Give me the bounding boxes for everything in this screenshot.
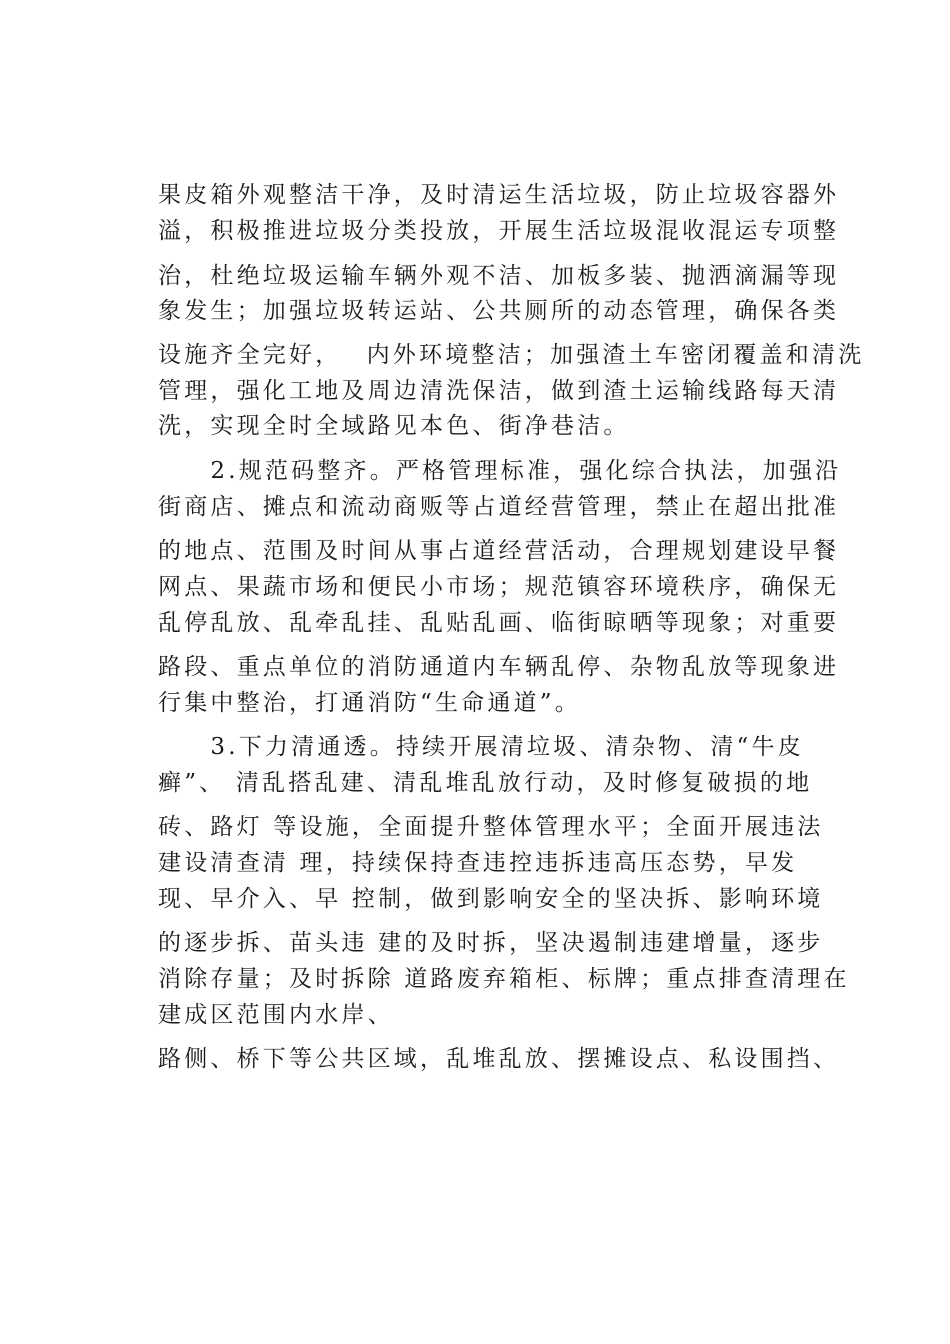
text-line: 3.下力清通透。持续开展清垃圾、清杂物、清“牛皮 — [158, 734, 804, 760]
text-line: 治，杜绝垃圾运输车辆外观不洁、加板多装、抛洒滴漏等现 — [158, 263, 840, 289]
text-line: 建成区范围内水岸、 — [158, 1002, 394, 1028]
text-line: 象发生；加强垃圾转运站、公共厕所的动态管理，确保各类 — [158, 298, 840, 324]
text-line: 果皮箱外观整洁干净，及时清运生活垃圾，防止垃圾容器外 — [158, 182, 840, 208]
text-line: 癣”、 清乱搭乱建、清乱堆乱放行动，及时修复破损的地 — [158, 770, 813, 796]
text-line: 的逐步拆、苗头违 建的及时拆，坚决遏制违建增量，逐步 — [158, 930, 824, 956]
text-line: 路段、重点单位的消防通道内车辆乱停、杂物乱放等现象进 — [158, 654, 840, 680]
text-line: 管理，强化工地及周边清洗保洁，做到渣土运输线路每天清 — [158, 378, 840, 404]
text-line: 行集中整治，打通消防“生命通道”。 — [158, 690, 581, 716]
text-line: 2.规范码整齐。严格管理标准，强化综合执法，加强沿 — [158, 458, 842, 484]
text-line: 现、早介入、早 控制，做到影响安全的坚决拆、影响环境 — [158, 886, 824, 912]
text-line: 砖、路灯 等设施，全面提升整体管理水平；全面开展违法 — [158, 814, 824, 840]
text-line: 设施齐全完好， 内外环境整洁；加强渣土车密闭覆盖和清洗 — [158, 342, 865, 368]
text-line: 街商店、摊点和流动商贩等占道经营管理，禁止在超出批准 — [158, 494, 840, 520]
text-line: 消除存量；及时拆除 道路废弃箱柜、标牌；重点排查清理在 — [158, 966, 850, 992]
text-line: 建设清查清 理，持续保持查违控违拆违高压态势，早发 — [158, 850, 798, 876]
text-line: 溢，积极推进垃圾分类投放，开展生活垃圾混收混运专项整 — [158, 218, 840, 244]
text-line: 乱停乱放、乱牵乱挂、乱贴乱画、临街晾晒等现象；对重要 — [158, 610, 840, 636]
text-line: 洗，实现全时全域路见本色、街净巷洁。 — [158, 413, 630, 439]
text-line: 网点、果蔬市场和便民小市场；规范镇容环境秩序，确保无 — [158, 574, 840, 600]
text-line: 的地点、范围及时间从事占道经营活动，合理规划建设早餐 — [158, 538, 840, 564]
text-line: 路侧、桥下等公共区域，乱堆乱放、摆摊设点、私设围挡、 — [158, 1046, 840, 1072]
